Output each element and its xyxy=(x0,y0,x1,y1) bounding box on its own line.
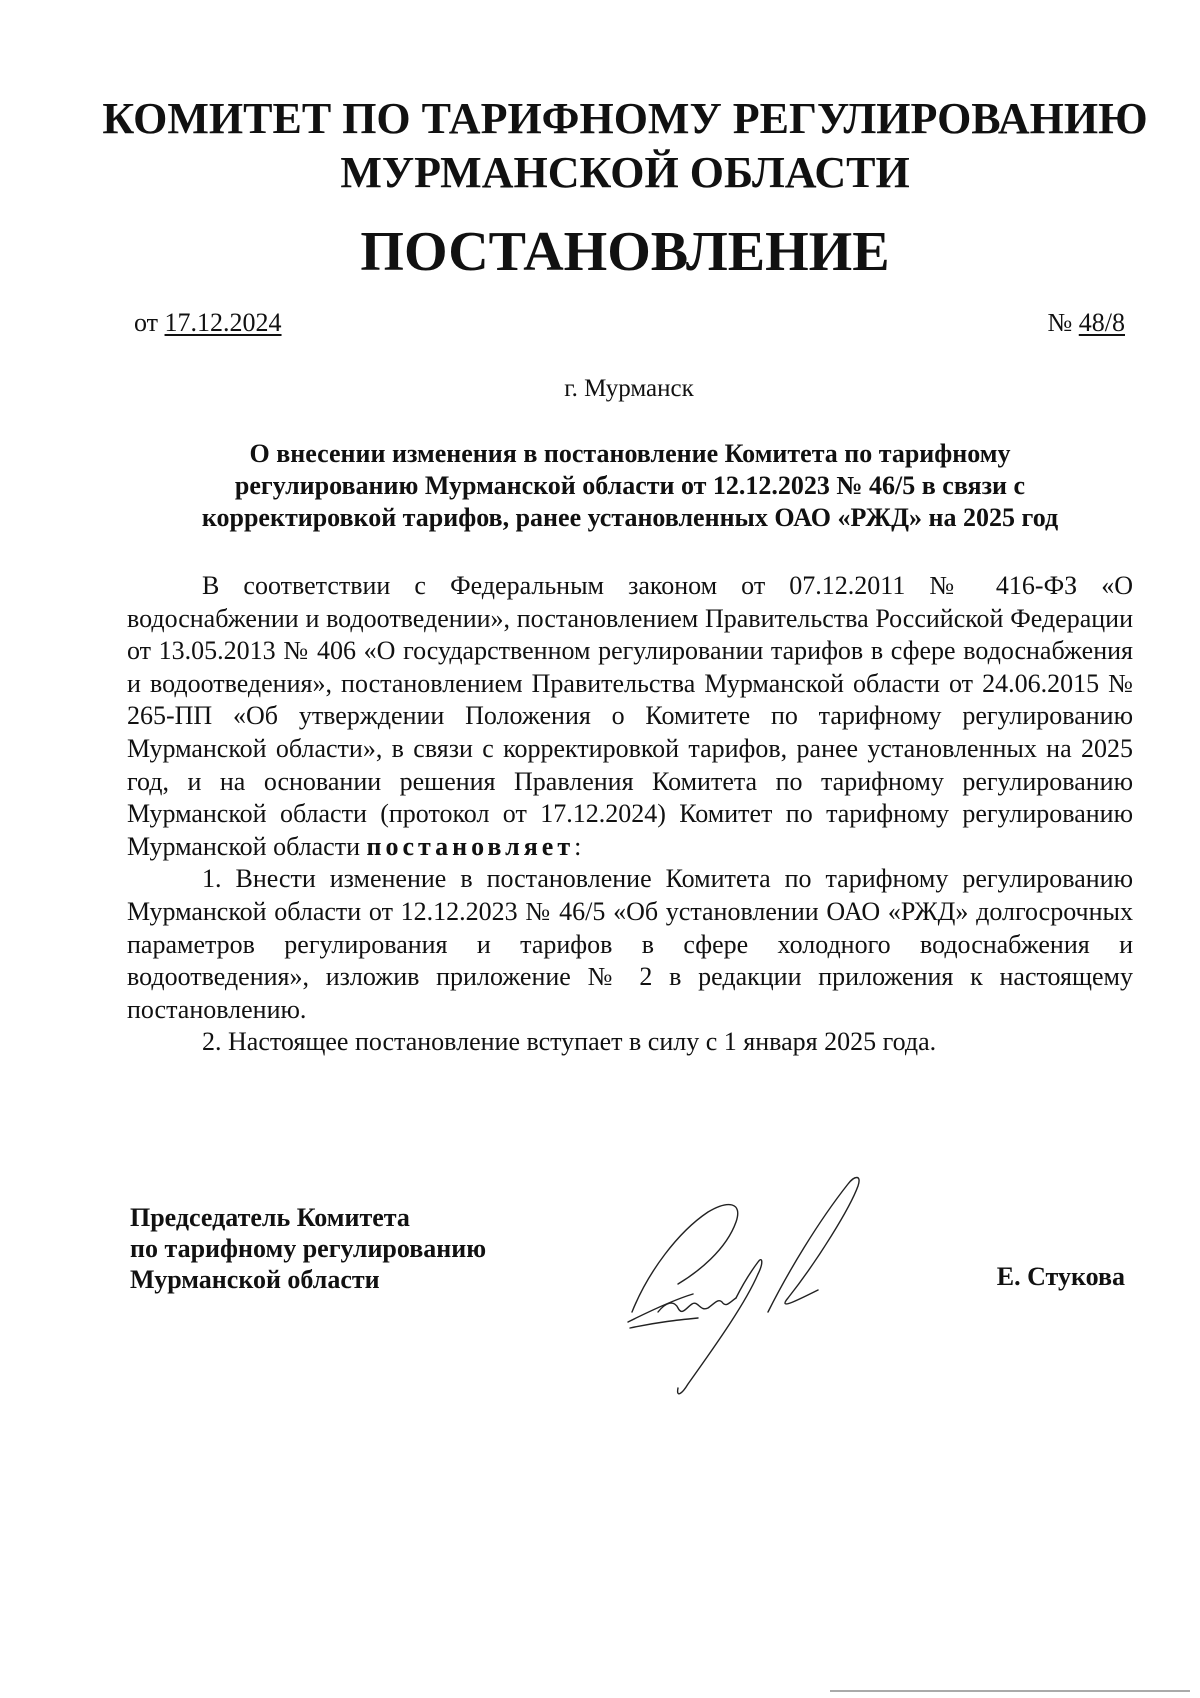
org-line-2: МУРМАНСКОЙ ОБЛАСТИ xyxy=(340,148,910,197)
date-prefix: от xyxy=(134,308,159,337)
org-line-1: КОМИТЕТ ПО ТАРИФНОМУ РЕГУЛИРОВАНИЮ xyxy=(102,94,1148,143)
handwritten-signature xyxy=(618,1162,898,1402)
document-number xyxy=(1047,308,1125,338)
signatory-title-line-2: по тарифному регулированию xyxy=(130,1234,487,1263)
signatory-name: Е. Стукова xyxy=(996,1262,1125,1291)
organization-name xyxy=(0,92,1200,200)
subject-line-2: регулированию Мурманской области от 12.12.2023 № 46/5 в связи с xyxy=(234,471,1026,500)
number-value: 48/8 xyxy=(1078,308,1125,337)
subject-line-3: корректировкой тарифов, ранее установленных ОАО «РЖД» на 2025 год xyxy=(201,503,1059,532)
preamble-text: В соответствии с Федеральным законом от 07.12.2011 № 416-ФЗ «О водоснабжении и водоотведении», постановлением Правительства Российской Федерации от 13.05.2013 № 406 «О государственном регулировании тарифов в сфере водоснабжения и водоотведения», постановлением Правительства Мурманской области от 24.06.2015 № 265-ПП «Об утверждении Положения о Комитете по тарифному регулированию Мурманской области», в связи с корректировкой тарифов, ранее установленных на 2025 год, и на основании решения Правления Комитета по тарифному регулированию Мурманской области (протокол от 17.12.2024) Комитет по тарифному регулированию Мурманской области xyxy=(127,571,1133,861)
resolves-colon: : xyxy=(574,831,582,861)
date-value: 17.12.2024 xyxy=(164,308,282,337)
item-2-paragraph: 2. Настоящее постановление вступает в силу с 1 января 2025 года. xyxy=(202,1027,937,1057)
resolves-word: постановляет xyxy=(366,831,575,861)
signatory-title-line-3: Мурманской области xyxy=(130,1265,380,1294)
item-1-paragraph: 1. Внести изменение в постановление Комитета по тарифному регулированию Мурманской области от 12.12.2023 № 46/5 «Об установлении ОАО «РЖД» долгосрочных параметров регулирования и тарифов в сфере холодного водоснабжения и водоотведения», изложив приложение № 2 в редакции приложения к настоящему постановлению. xyxy=(127,864,1133,1024)
document-type: ПОСТАНОВЛЕНИЕ xyxy=(360,221,890,283)
signatory-title-line-1: Председатель Комитета xyxy=(130,1203,410,1232)
preamble-paragraph xyxy=(127,570,1133,863)
document-date xyxy=(134,308,282,338)
document-subject xyxy=(130,438,1130,534)
page-edge-artifact xyxy=(830,1690,1190,1692)
city: г. Мурманск xyxy=(564,375,694,402)
document-body xyxy=(127,570,1133,1059)
number-prefix: № xyxy=(1047,308,1073,337)
signatory-title xyxy=(130,1202,486,1295)
subject-line-1: О внесении изменения в постановление Комитета по тарифному xyxy=(249,439,1011,468)
